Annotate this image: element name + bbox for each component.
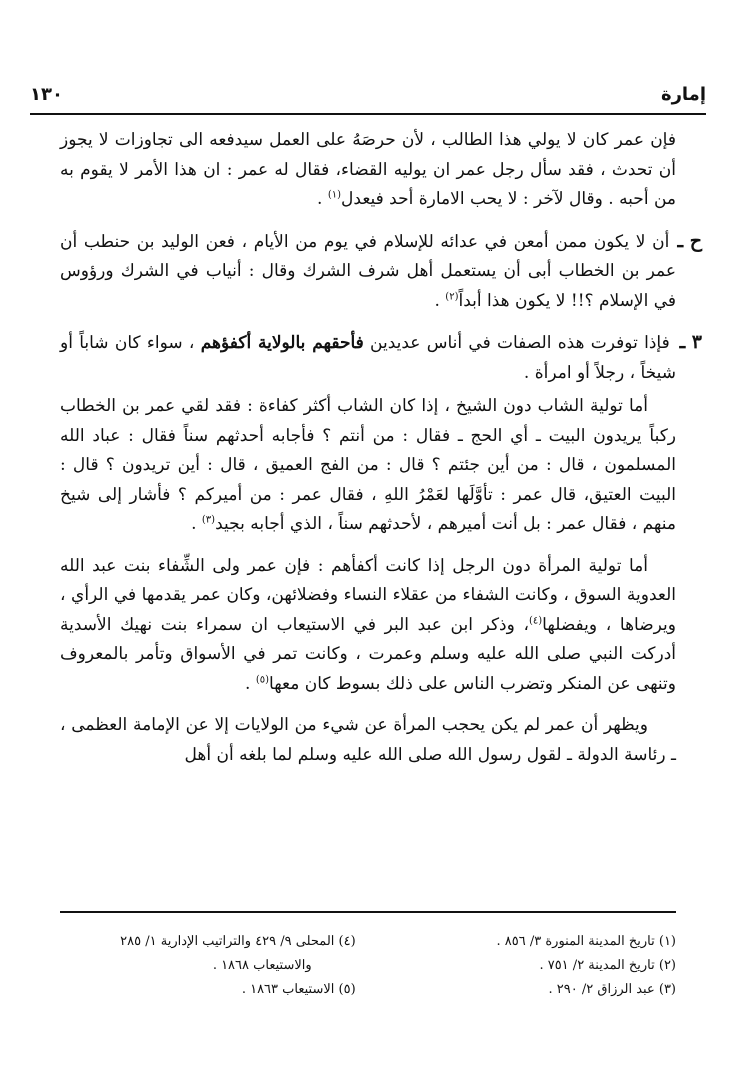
footnote-rule [60,911,676,913]
paragraph-tail: . [245,673,256,694]
list-marker: ح ـ [677,229,702,252]
paragraph [60,552,676,700]
footnotes-right-column [380,930,676,1002]
paragraph [60,126,676,215]
footnote: (٥) الاستيعاب ١٨٦٣ . [241,982,356,997]
paragraph-text: ، سواء كان شاباً أو شيخاً ، رجلاً أو امرأة . [60,333,676,383]
bold-phrase: فأحقهم بالولاية أكفؤهم [200,333,364,353]
paragraph [60,711,676,770]
footnote-ref[interactable]: (٤) [528,614,543,626]
running-title: إمارة [660,84,706,105]
header-rule [30,113,706,115]
paragraph-text: أن لا يكون ممن أمعن في عدائه للإسلام في يوم من الأيام ، فعن الوليد بن حنطب أن عمر بن الخطاب أبى أن يستعمل أهل شرف الشرك وقال : أنياب في الشرك ورؤوس في الإسلام ؟!! لا يكون هذا أبداً [60,231,676,311]
footnote-ref[interactable]: (١) [327,189,342,201]
paragraph-tail: . [317,189,328,209]
footnote-ref[interactable]: (٥) [255,673,270,685]
paragraph-text: فإن عمر كان لا يولي هذا الطالب ، لأن حرصَهُ على العمل سيدفعه الى تجاوزات لا يجوز أن تحدث ، فقد سأل رجل عمر ان يوليه القضاء، فقال له عمر : ان هذا الأمر لا يقوم به من أحبه . وقال لآخر : لا يحب الامارة أحد فيعدل [60,130,676,209]
footnote: (١) تاريخ المدينة المنورة ٣/ ٨٥٦ . [496,934,676,949]
footnote-ref[interactable]: (٢) [445,290,459,302]
footnotes-left-column [60,930,356,1002]
paragraph-tail: . [191,514,202,534]
paragraph-text: أما تولية المرأة دون الرجل إذا كانت أكفأهم : فإن عمر ولى الشِّفاء بنت عبد الله العدوية السوق ، وكانت الشفاء من عقلاء النساء وفضلائهن، وكان عمر يقدمها في الرأي ، ويرضاها ، ويفضلها [60,555,676,635]
main-text [60,126,703,782]
paragraph-tail: . [434,290,446,311]
footnotes [60,930,676,1020]
paragraph-text: أما تولية الشاب دون الشيخ ، إذا كان الشاب أكثر كفاءة : فقد لقي عمر بن الخطاب ركباً يريدون البيت ـ أي الحج ـ فقال : من أنتم ؟ فأجابه أحدثهم سناً فقال : عباد الله المسلمون ، قال : من أين جئتم ؟ قال : من الفج العميق ، قال : أين تريدون ؟ قال : البيت العتيق، قال عمر : تأوَّلَها لعَمْرُ اللهِ ، فقال عمر : من أميركم ؟ فأشار إلى شيخ منهم ، فقال عمر : بل أنت أميرهم ، لأحدثهم سناً ، الذي أجابه بجيد [60,396,676,534]
paragraph [60,227,702,317]
footnote-ref[interactable]: (٣) [201,514,216,526]
paragraph-tail: ، وذكر ابن عبد البر في الاستيعاب ان سمراء بنت نهيك الأسدية أدركت النبي صلى الله عليه وسلم وعمرت ، وكانت تمر في الأسواق وتأمر بالمعروف وتنهى عن المنكر وتضرب الناس على ذلك بسوط كان معها [60,614,676,694]
paragraph [60,392,676,540]
page-header [30,84,706,110]
footnote: (٣) عبد الرزاق ٢/ ٢٩٠ . [548,982,676,997]
page-number: ١٣٠ [30,84,63,105]
paragraph-lead: فإذا توفرت هذه الصفات في أناس عديدين [363,333,670,353]
paragraph-text: ويظهر أن عمر لم يكن يحجب المرأة عن شيء من الولايات إلا عن الإمامة العظمى ، ـ رئاسة الدولة ـ لقول رسول الله صلى الله عليه وسلم لما بلغه أن أهل [60,715,676,765]
footnote: (٢) تاريخ المدينة ٢/ ٧٥١ . [539,958,676,973]
list-marker: ٣ ـ [679,331,703,353]
paragraph [60,328,703,388]
footnote: (٤) المحلى ٩/ ٤٢٩ والتراتيب الإدارية ١/ ٢٨٥ [120,934,356,949]
footnote-continuation: والاستيعاب ١٨٦٨ . [212,958,312,973]
